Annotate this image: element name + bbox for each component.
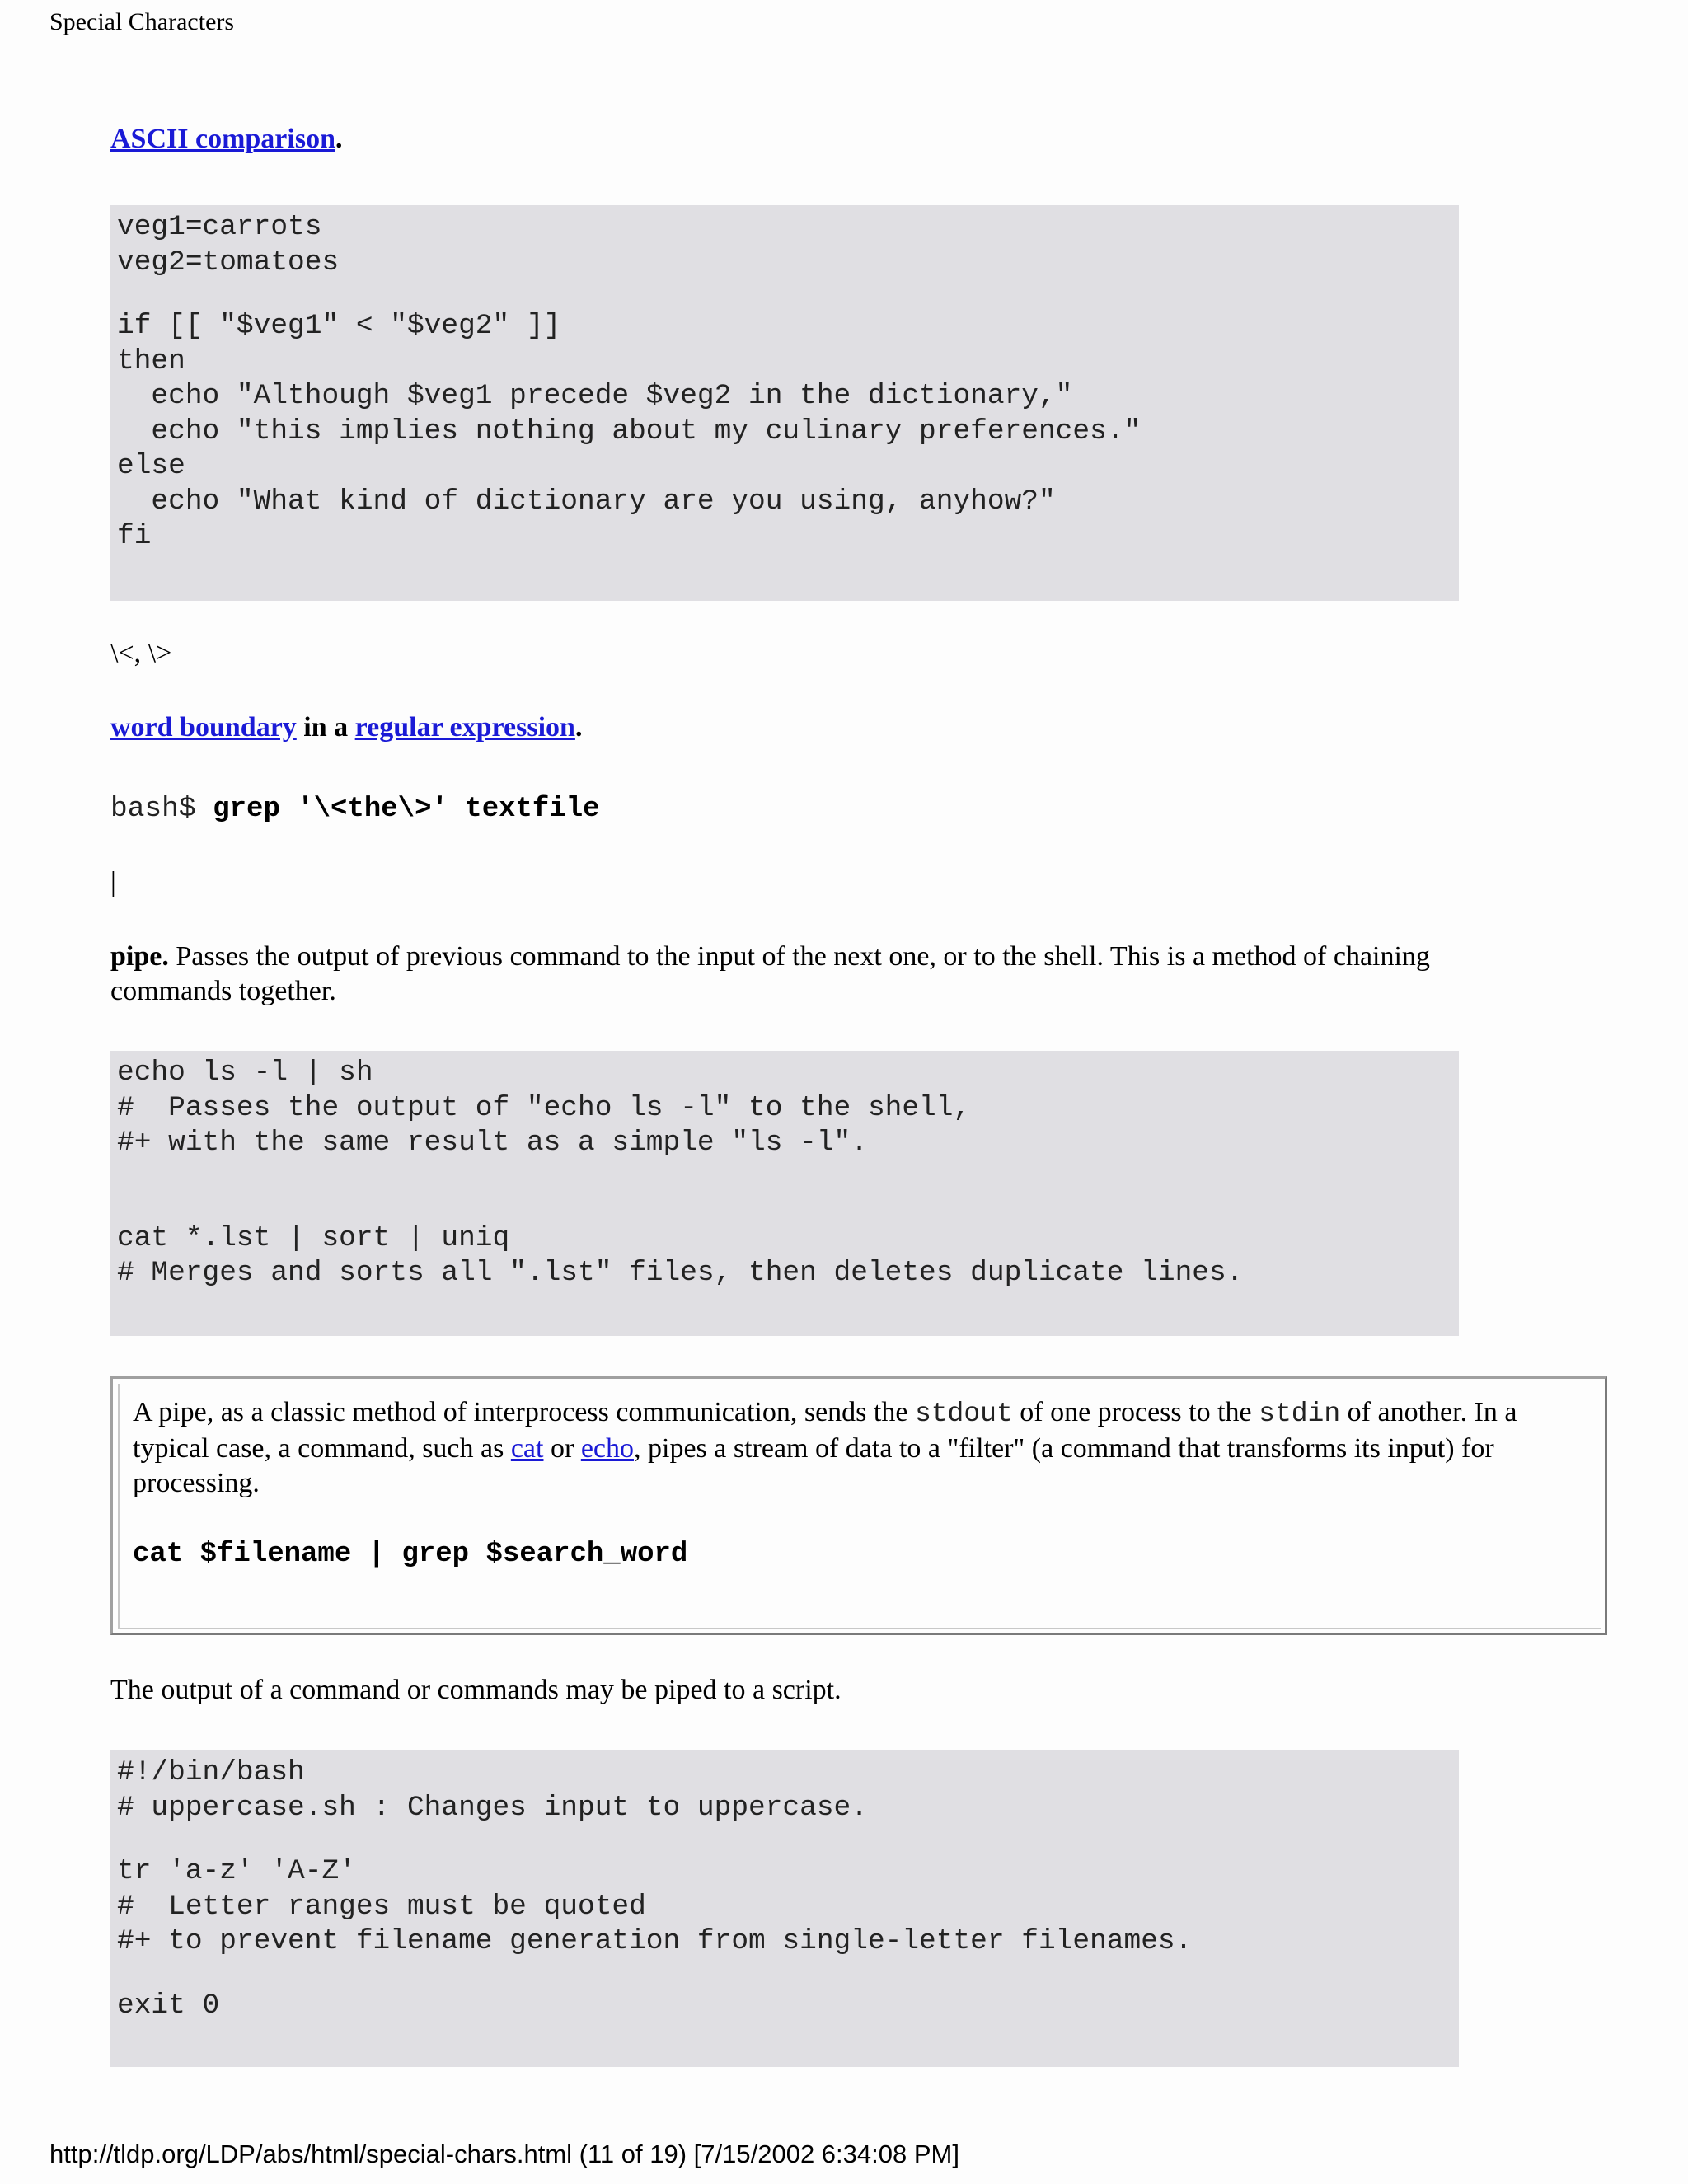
note-stdout: stdout [914,1399,1013,1429]
code-gap [117,280,1452,309]
code-block-script-lines [117,1755,1452,2023]
pipe-bold-label: pipe. [110,941,169,972]
cat-link[interactable]: cat [510,1433,544,1464]
pipe-note-box [110,1376,1607,1635]
script-intro: The output of a command or commands may be piped to a script. [110,1675,842,1705]
code-gap [117,1960,1452,1989]
code-line: #+ to prevent filename generation from single-letter filenames. [117,1925,1193,1957]
word-boundary-middle: in a [296,712,355,743]
pipe-note-text [133,1395,1588,1501]
grep-example [110,792,600,827]
pipe-note-inner [118,1384,1601,1629]
code-line: echo ls -l | sh [117,1057,373,1089]
word-boundary-link[interactable]: word boundary [110,712,297,743]
code-line: # Letter ranges must be quoted [117,1890,646,1923]
ascii-comparison-period: . [335,124,343,154]
code-block-ascii [110,205,1459,601]
code-line: then [117,344,185,377]
code-gap [117,1825,1452,1854]
code-line: # uppercase.sh : Changes input to uppercase. [117,1791,868,1824]
code-line: fi [117,520,152,552]
note-command: cat $filename | grep $search_word [133,1539,688,1570]
code-line: if [[ "$veg1" < "$veg2" ]] [117,310,561,342]
ascii-comparison-link[interactable]: ASCII comparison [110,124,335,154]
code-line: echo "What kind of dictionary are you using, anyhow?" [117,485,1056,518]
echo-link[interactable]: echo [580,1433,634,1464]
code-gap [117,1161,1452,1221]
code-line: echo "Although $veg1 precede $veg2 in the dictionary," [117,380,1073,412]
pipe-description [110,940,1512,1009]
code-line: #!/bin/bash [117,1756,305,1788]
code-block-script [110,1750,1459,2067]
code-block-pipe [110,1051,1459,1336]
note-text-5: , pipes a stream of data to a "filter" (a command that transforms its input) for processing. [133,1433,1494,1498]
code-block-ascii-lines [117,210,1452,555]
note-text-3: of another. In a typical case, a command, such as [133,1397,1517,1464]
note-text-1: A pipe, as a classic method of interprocess communication, sends the [133,1397,915,1427]
code-line: else [117,450,185,482]
code-line: veg1=carrots [117,211,322,243]
pipe-description-text: Passes the output of previous command to the input of the next one, or to the shell. This is a method of chaining commands together. [110,941,1430,1006]
note-stdin: stdin [1259,1399,1341,1429]
grep-command: grep '\<the\>' textfile [213,794,600,825]
word-boundary-period: . [574,712,583,743]
code-block-pipe-lines [117,1056,1452,1291]
code-line: veg2=tomatoes [117,246,340,279]
code-line: # Merges and sorts all ".lst" files, then deletes duplicate lines. [117,1257,1244,1289]
note-text-2: of one process to the [1012,1397,1259,1427]
code-line: cat *.lst | sort | uniq [117,1221,510,1254]
code-line: #+ with the same result as a simple "ls -l". [117,1127,868,1159]
code-line: tr 'a-z' 'A-Z' [117,1855,356,1887]
page-header: Special Characters [49,8,235,35]
regular-expression-link[interactable]: regular expression [354,712,575,743]
word-boundary-description [110,712,582,743]
note-text-4: or [543,1433,581,1464]
word-boundary-term: \<, \> [110,638,172,668]
page-footer: http://tldp.org/LDP/abs/html/special-chars.html (11 of 19) [7/15/2002 6:34:08 PM] [49,2139,959,2168]
code-line: # Passes the output of "echo ls -l" to the shell, [117,1091,971,1124]
pipe-term: | [110,867,116,898]
ascii-comparison-line [110,124,342,155]
code-line: echo "this implies nothing about my culinary preferences." [117,415,1142,448]
code-line: exit 0 [117,1989,220,2022]
grep-prompt: bash$ [110,793,213,825]
